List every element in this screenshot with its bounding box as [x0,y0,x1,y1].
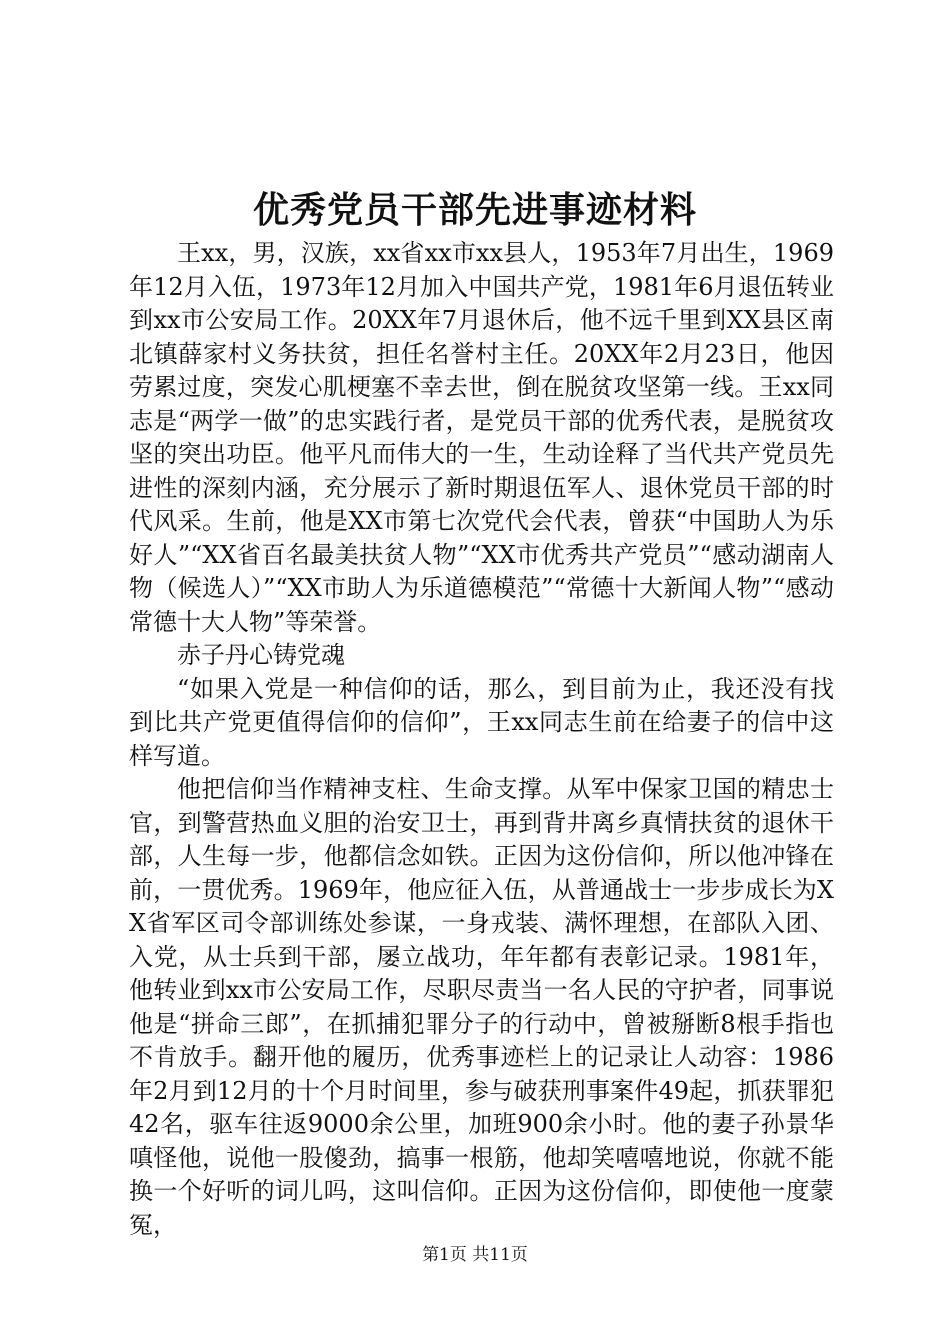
paragraph-intro: 王xx，男，汉族，xx省xx市xx县人，1953年7月出生，1969年12月入伍，1973年12月加入中国共产党，1981年6月退伍转业到xx市公安局工作。20XX年7月退休后，他不远千里到XX县区南北镇薛家村义务扶贫，担任名誉村主任。20XX年2月23日，他因劳累过度，突发心肌梗塞不幸去世，倒在脱贫攻坚第一线。王xx同志是“两学一做”的忠实践行者，是党员干部的优秀代表，是脱贫攻坚的突出功臣。他平凡而伟大的一生，生动诠释了当代共产党员先进性的深刻内涵，充分展示了新时期退伍军人、退休党员干部的时代风采。生前，他是XX市第七次党代会代表，曾获“中国助人为乐好人”“XX省百名最美扶贫人物”“XX市优秀共产党员”“感动湖南人物（候选人）”“XX市助人为乐道德模范”“常德十大新闻人物”“感动常德十大人物”等荣誉。 [129,239,834,636]
page-number-footer: 第1页 共11页 [422,1245,528,1265]
section-heading: 赤子丹心铸党魂 [177,641,345,669]
document-body [129,237,834,1242]
document-title: 优秀党员干部先进事迹材料 [252,189,697,231]
paragraph-quote: “如果入党是一种信仰的话，那么，到目前为止，我还没有找到比共产党更值得信仰的信仰”，王xx同志生前在给妻子的信中这样写道。 [129,674,834,770]
paragraph-belief: 他把信仰当作精神支柱、生命支撑。从军中保家卫国的精忠士官，到警营热血义胆的治安卫士，再到背井离乡真情扶贫的退休干部，人生每一步，他都信念如铁。正因为这份信仰，所以他冲锋在前，一贯优秀。1969年，他应征入伍，从普通战士一步步成长为XX省军区司令部训练处参谋，一身戎装、满怀理想，在部队入团、入党，从士兵到干部，屡立战功，年年都有表彰记录。1981年，他转业到xx市公安局工作，尽职尽责当一名人民的守护者，同事说他是“拼命三郎”，在抓捕犯罪分子的行动中，曾被掰断8根手指也不肯放手。翻开他的履历，优秀事迹栏上的记录让人动容：1986年2月到12月的十个月时间里，参与破获刑事案件49起，抓获罪犯42名，驱车往返9000余公里，加班900余小时。他的妻子孙景华嗔怪他，说他一股傻劲，搞事一根筋，他却笑嘻嘻地说，你就不能换一个好听的词儿吗，这叫信仰。正因为这份信仰，即使他一度蒙冤， [129,775,834,1239]
